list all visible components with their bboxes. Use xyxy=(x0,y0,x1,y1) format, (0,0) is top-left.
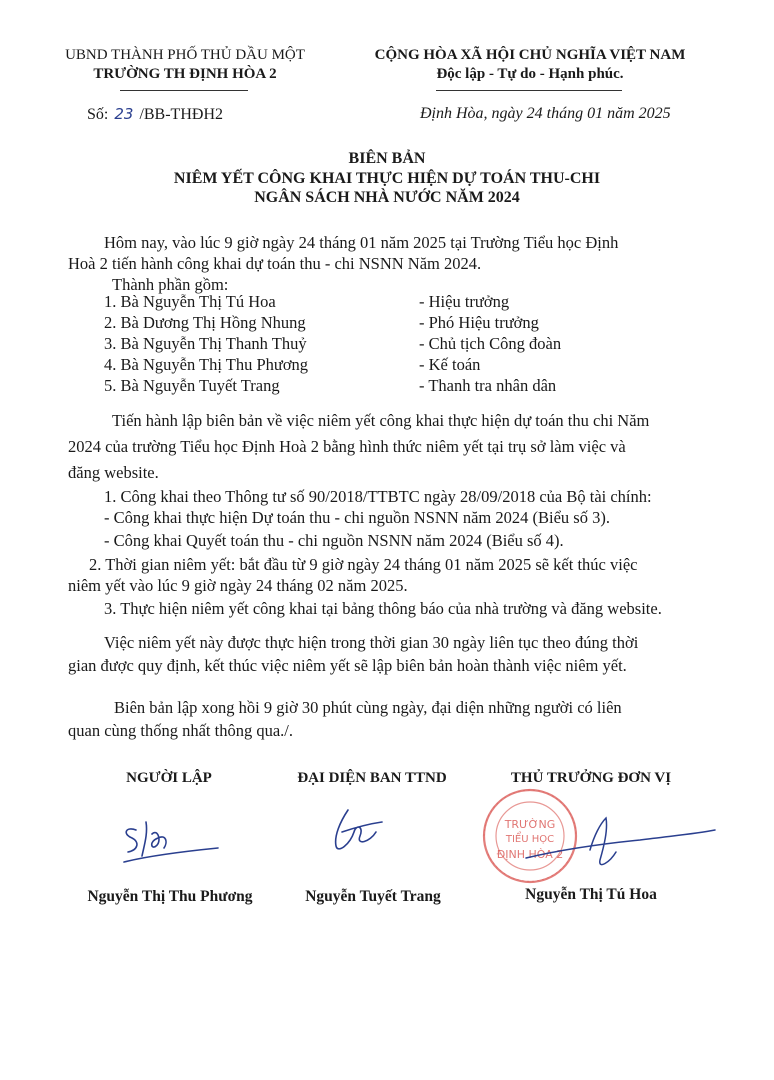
signer-left-title: NGƯỜI LẬP xyxy=(126,770,212,786)
signer-mid-title: ĐẠI DIỆN BAN TTND xyxy=(297,770,447,786)
item2-line2: niêm yết vào lúc 9 giờ ngày 24 tháng 02 năm 2025. xyxy=(68,576,408,595)
p1-line2: 2024 của trường Tiểu học Định Hoà 2 bằng hình thức niêm yết tại trụ sở làm việc và xyxy=(68,437,626,456)
signature-right xyxy=(520,810,720,890)
member-role: - Phó Hiệu trưởng xyxy=(419,313,539,332)
intro-line2: Hoà 2 tiến hành công khai dự toán thu - chi NSNN Năm 2024. xyxy=(68,254,482,273)
org-underline xyxy=(120,90,248,91)
member-name: 4. Bà Nguyễn Thị Thu Phương xyxy=(104,355,309,374)
p2-line2: gian được quy định, kết thúc việc niêm yết sẽ lập biên bản hoàn thành việc niêm yết. xyxy=(68,656,627,675)
issuing-authority xyxy=(40,46,330,84)
doc-title: BIÊN BẢN xyxy=(348,150,426,167)
motto-underline xyxy=(436,90,622,91)
member-role: - Chủ tịch Công đoàn xyxy=(419,334,562,353)
national-motto xyxy=(340,46,720,84)
so-label: Số: xyxy=(87,106,109,123)
signature-mid xyxy=(320,802,410,862)
item3: 3. Thực hiện niêm yết công khai tại bảng thông báo của nhà trường và đăng website. xyxy=(104,599,662,618)
member-role: - Kế toán xyxy=(419,355,481,374)
signature-left xyxy=(118,812,228,872)
signer-left-name: Nguyễn Thị Thu Phương xyxy=(87,888,253,905)
item1-b: - Công khai Quyết toán thu - chi nguồn NSNN năm 2024 (Biểu số 4). xyxy=(104,531,564,550)
country-line2: Độc lập - Tự do - Hạnh phúc. xyxy=(436,66,624,82)
stamp-line3: ĐỊNH HÒA 2 xyxy=(496,848,564,861)
document-date: Định Hòa, ngày 24 tháng 01 năm 2025 xyxy=(420,105,671,122)
stamp-line1: TRƯỜNG xyxy=(504,818,556,831)
member-name: 5. Bà Nguyễn Tuyết Trang xyxy=(104,376,280,395)
member-name: 1. Bà Nguyễn Thị Tú Hoa xyxy=(104,292,276,311)
so-suffix: /BB-THĐH2 xyxy=(139,106,223,123)
member-role: - Hiệu trưởng xyxy=(419,292,510,311)
doc-subtitle-line2: NGÂN SÁCH NHÀ NƯỚC NĂM 2024 xyxy=(254,189,520,206)
item2-line1: 2. Thời gian niêm yết: bắt đầu từ 9 giờ ngày 24 tháng 01 năm 2025 sẽ kết thúc việc xyxy=(89,555,638,574)
org-line2: TRƯỜNG TH ĐỊNH HÒA 2 xyxy=(93,66,277,82)
p3-line2: quan cùng thống nhất thông qua./. xyxy=(68,721,294,740)
signer-right-name: Nguyễn Thị Tú Hoa xyxy=(525,886,657,903)
org-line1: UBND THÀNH PHỐ THỦ DẦU MỘT xyxy=(65,47,305,63)
doc-subtitle-line1: NIÊM YẾT CÔNG KHAI THỰC HIỆN DỰ TOÁN THU-CHI xyxy=(173,170,601,187)
signer-mid-name: Nguyễn Tuyết Trang xyxy=(305,888,441,905)
p1-line1: Tiến hành lập biên bản về việc niêm yết công khai thực hiện dự toán thu chi Năm xyxy=(112,411,650,430)
member-name: 2. Bà Dương Thị Hồng Nhung xyxy=(104,313,306,332)
so-number: 23 xyxy=(114,105,134,123)
document-number xyxy=(87,105,223,124)
p2-line1: Việc niêm yết này được thực hiện trong thời gian 30 ngày liên tục theo đúng thời xyxy=(104,633,639,652)
item1: 1. Công khai theo Thông tư số 90/2018/TTBTC ngày 28/09/2018 của Bộ tài chính: xyxy=(104,487,652,506)
country-line1: CỘNG HÒA XÃ HỘI CHỦ NGHĨA VIỆT NAM xyxy=(374,47,686,63)
p1-line3: đăng website. xyxy=(68,463,159,482)
signer-right-title: THỦ TRƯỞNG ĐƠN VỊ xyxy=(510,770,672,786)
p3-line1: Biên bản lập xong hồi 9 giờ 30 phút cùng ngày, đại diện những người có liên xyxy=(114,698,622,717)
members-label: Thành phần gồm: xyxy=(112,275,229,294)
member-role: - Thanh tra nhân dân xyxy=(419,376,557,395)
intro-line1: Hôm nay, vào lúc 9 giờ ngày 24 tháng 01 năm 2025 tại Trường Tiểu học Định xyxy=(104,233,619,252)
member-name: 3. Bà Nguyễn Thị Thanh Thuỷ xyxy=(104,334,307,353)
stamp-line2: TIỂU HỌC xyxy=(505,834,555,845)
item1-a: - Công khai thực hiện Dự toán thu - chi nguồn NSNN năm 2024 (Biểu số 3). xyxy=(104,508,610,527)
